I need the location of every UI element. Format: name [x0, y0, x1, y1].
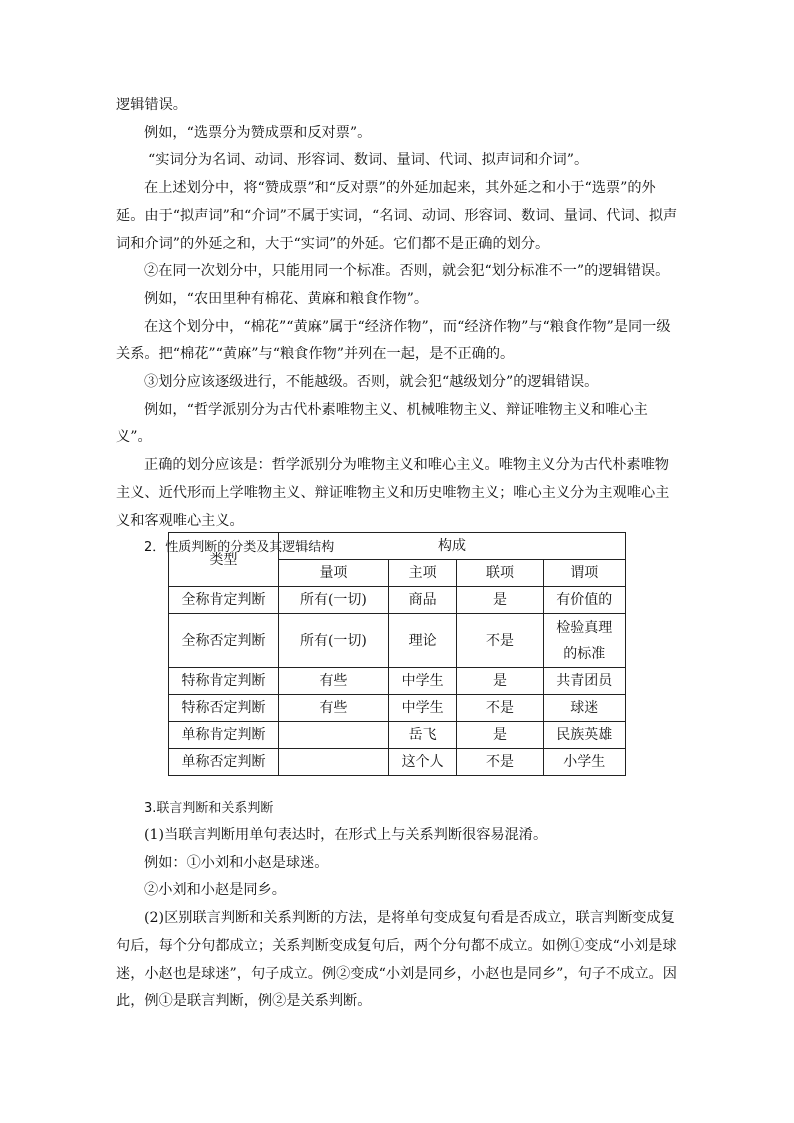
- table-cell: 特称否定判断: [169, 695, 279, 722]
- table-row: [169, 614, 626, 668]
- table-cell: 中学生: [388, 668, 456, 695]
- table-cell: 所有(一切): [278, 614, 388, 668]
- paragraph: (2)区别联言判断和关系判断的方法，是将单句变成复句看是否成立，联言判断变成复句后，每个分句都成立；关系判断变成复句后，两个分句都不成立。如例①变成“小刘是球迷，小赵也是球迷”，句子成立。例②变成“小刘是同乡，小赵也是同乡”，句子不成立。因此，例①是联言判断，例②是关系判断。: [116, 910, 677, 1010]
- paragraph: 例如，“农田里种有棉花、黄麻和粮食作物”。: [144, 290, 429, 307]
- table-cell: 全称肯定判断: [169, 587, 279, 614]
- section-heading: 3.联言判断和关系判断: [144, 801, 274, 816]
- sub-header: 联项: [457, 560, 543, 587]
- sub-header: 谓项: [543, 560, 625, 587]
- paragraph: ②小刘和小赵是同乡。: [144, 882, 286, 899]
- table-row: [169, 587, 626, 614]
- table-cell: 单称肯定判断: [169, 722, 279, 749]
- paragraph: 例如，“哲学派别分为古代朴素唯物主义、机械唯物主义、辩证唯物主义和唯心主义”。: [116, 401, 648, 446]
- table-cell: 特称肯定判断: [169, 668, 279, 695]
- paragraph: 逻辑错误。: [116, 97, 187, 113]
- judgment-table: [168, 532, 626, 776]
- table-cell: 不是: [457, 695, 543, 722]
- table-cell: [278, 722, 388, 749]
- table-cell: 这个人: [388, 749, 456, 776]
- table-cell: 检验真理的标准: [543, 614, 625, 668]
- section-heading: 2．性质判断的分类及其逻辑结构: [144, 540, 335, 556]
- table-cell: 有些: [278, 695, 388, 722]
- table-cell: 不是: [457, 749, 543, 776]
- table-cell: [278, 749, 388, 776]
- table-cell: 共青团员: [543, 668, 625, 695]
- paragraph: (1)当联言判断用单句表达时，在形式上与关系判断很容易混淆。: [144, 827, 548, 843]
- group-header: 构成: [278, 533, 625, 560]
- sub-header: 主项: [388, 560, 456, 587]
- paragraph: 在这个划分中，“棉花”“黄麻”属于“经济作物”，而“经济作物”与“粮食作物”是同一级关系。把“棉花”“黄麻”与“粮食作物”并列在一起，是不正确的。: [116, 318, 671, 363]
- table-cell: 是: [457, 722, 543, 749]
- table-cell: 商品: [388, 587, 456, 614]
- sub-header: 量项: [278, 560, 388, 587]
- paragraph: ②在同一次划分中，只能用同一个标准。否则，就会犯“划分标准不一”的逻辑错误。: [144, 263, 670, 280]
- table-row: [169, 695, 626, 722]
- table-cell: 小学生: [543, 749, 625, 776]
- table-cell: 单称否定判断: [169, 749, 279, 776]
- table-cell: 岳飞: [388, 722, 456, 749]
- table-row: [169, 668, 626, 695]
- table-cell: 全称否定判断: [169, 614, 279, 668]
- table-cell: 所有(一切): [278, 587, 388, 614]
- paragraph: “实词分为名词、动词、形容词、数词、量词、代词、拟声词和介词”。: [148, 152, 589, 169]
- document-lower-section: [116, 798, 682, 1016]
- table-cell: 是: [457, 587, 543, 614]
- paragraph: 例如，“选票分为赞成票和反对票”。: [144, 124, 372, 141]
- paragraph: 正确的划分应该是：哲学派别分为唯物主义和唯心主义。唯物主义分为古代朴素唯物主义、近代形而上学唯物主义、辩证唯物主义和历史唯物主义；唯心主义分为主观唯心主义和客观唯心主义。: [116, 457, 670, 529]
- table-cell: 民族英雄: [543, 722, 625, 749]
- table-cell: 球迷: [543, 695, 625, 722]
- table-row: [169, 722, 626, 749]
- paragraph: 例如：①小刘和小赵是球迷。: [144, 854, 329, 871]
- table-cell: 理论: [388, 614, 456, 668]
- table-cell: 不是: [457, 614, 543, 668]
- table-cell: 有价值的: [543, 587, 625, 614]
- table-row: [169, 749, 626, 776]
- table-cell: 有些: [278, 668, 388, 695]
- type-header: 类型: [169, 533, 279, 587]
- table-cell: 是: [457, 668, 543, 695]
- paragraph: ③划分应该逐级进行，不能越级。否则，就会犯“越级划分”的逻辑错误。: [144, 374, 599, 391]
- document-page: [116, 92, 682, 559]
- table-cell: 中学生: [388, 695, 456, 722]
- paragraph: 在上述划分中，将“赞成票”和“反对票”的外延加起来，其外延之和小于“选票”的外延。由于“拟声词”和“介词”不属于实词，“名词、动词、形容词、数词、量词、代词、拟声词和介词”的外延之和，大于“实词”的外延。它们都不是正确的划分。: [116, 180, 678, 252]
